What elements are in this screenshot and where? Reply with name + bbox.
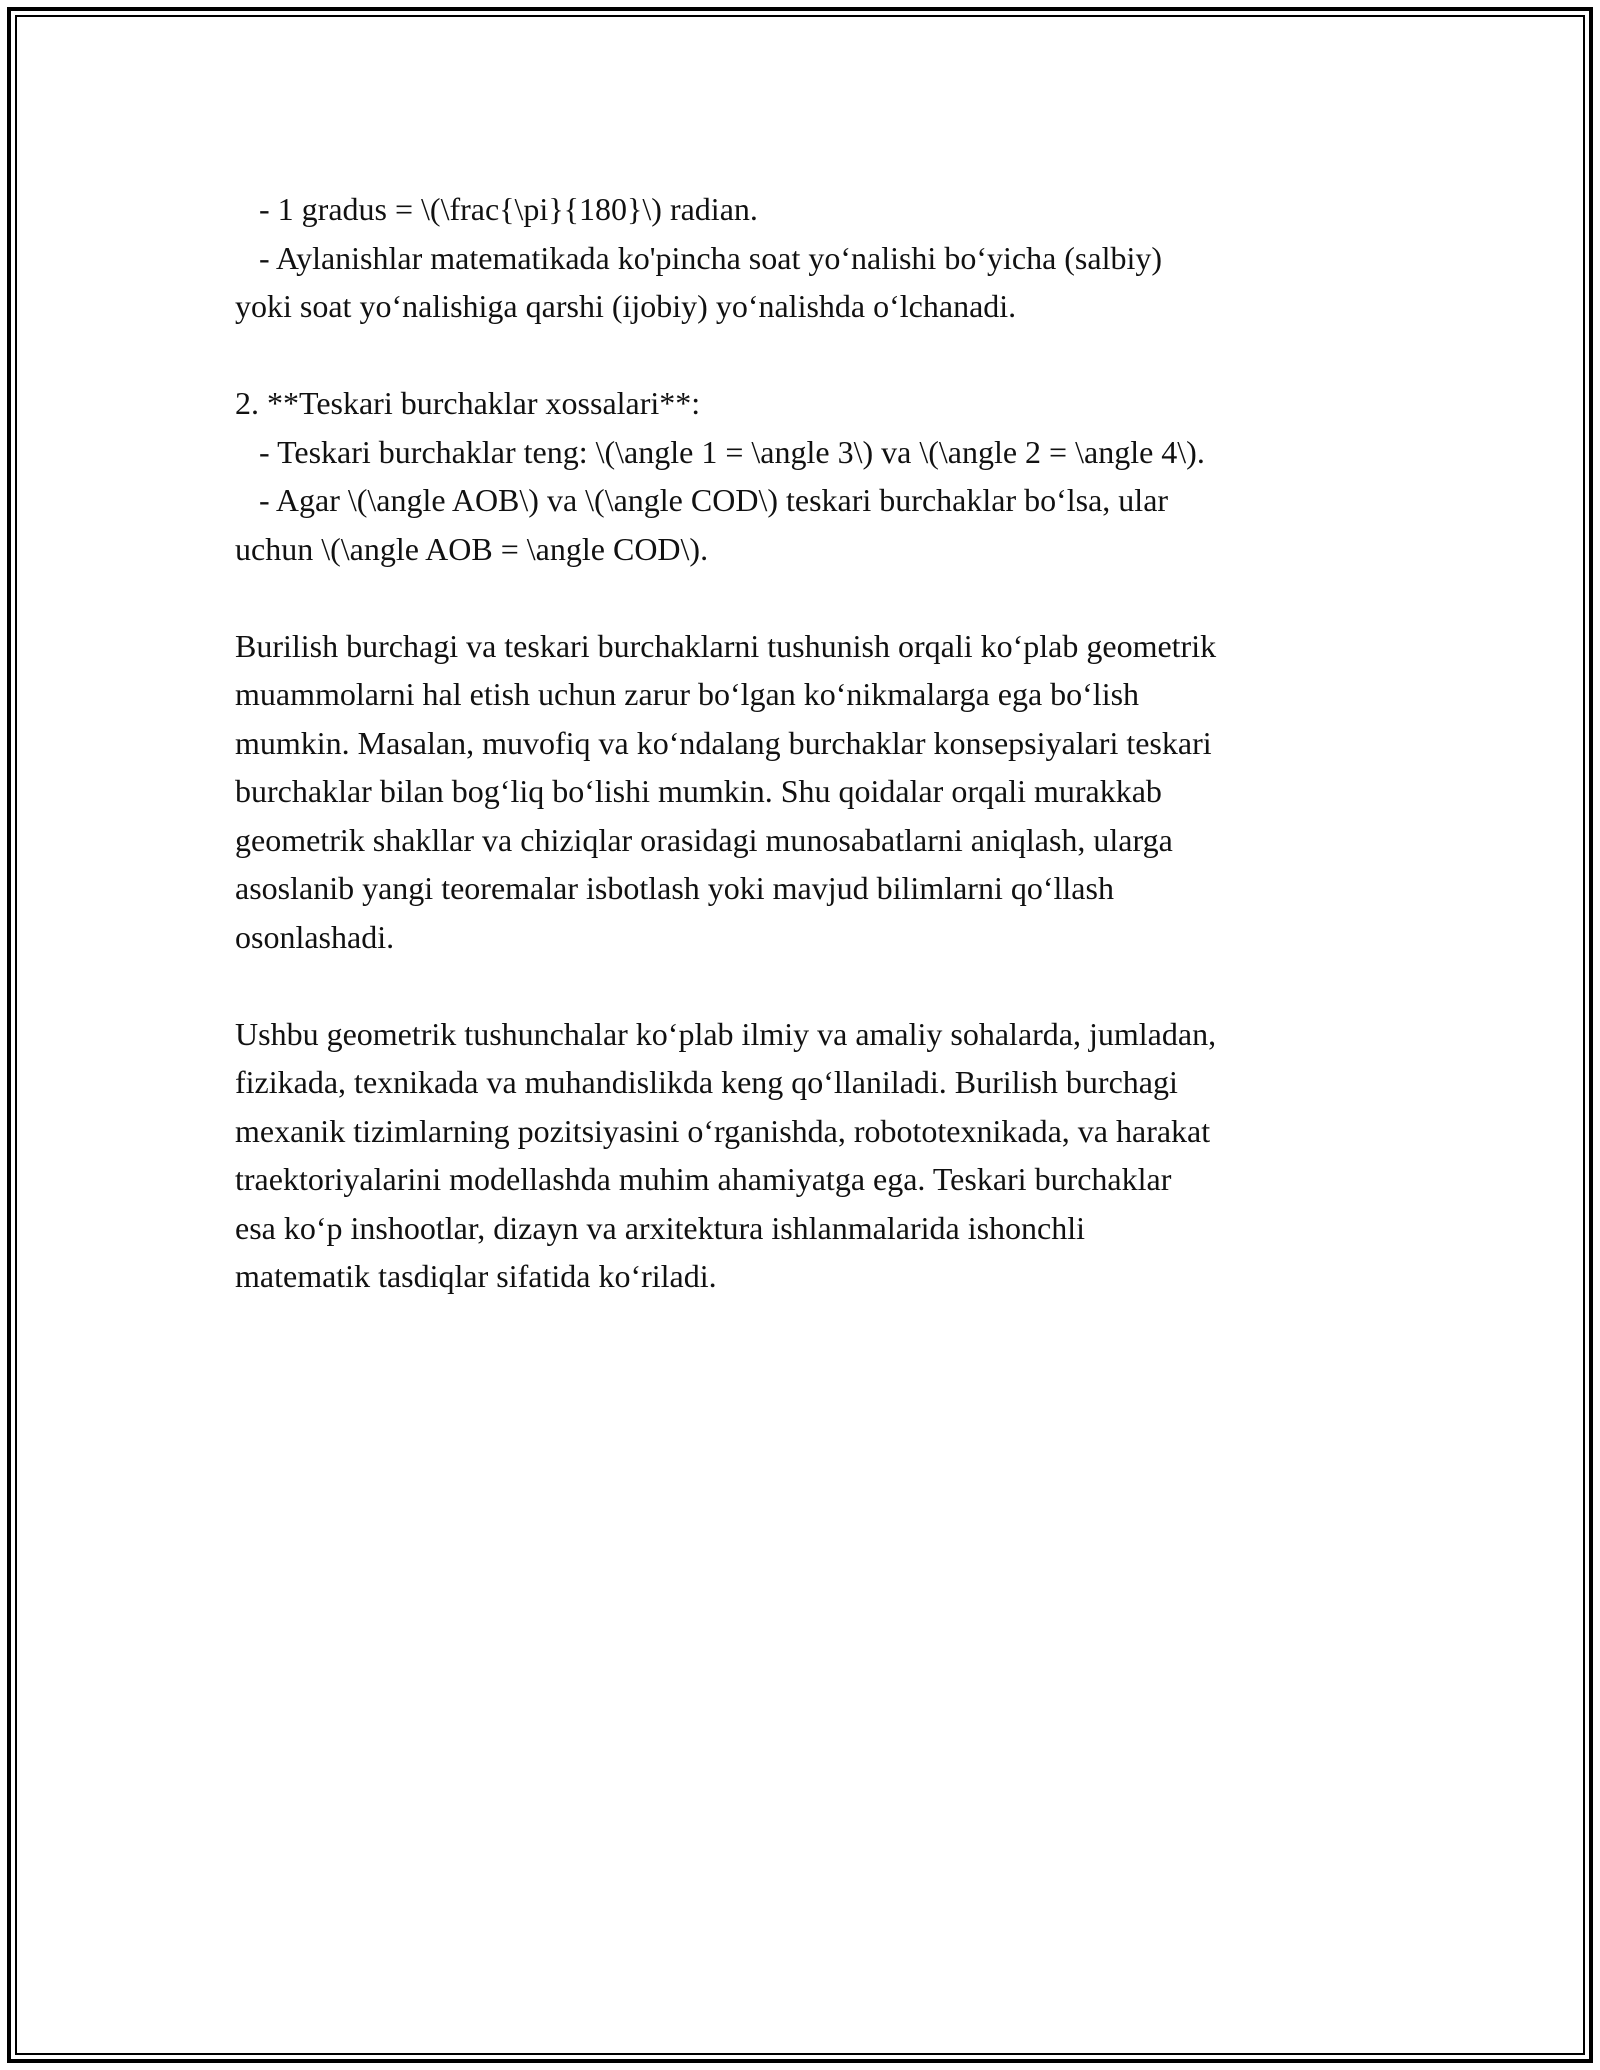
text-line: yoki soat yo‘nalishiga qarshi (ijobiy) yo‘nalishda o‘lchanadi. [235,288,1017,324]
document-body [235,185,1365,1301]
paragraph-gap [235,573,1365,622]
text-line: mexanik tizimlarning pozitsiyasini o‘rganishda, robototexnikada, va harakat [235,1112,1211,1149]
text-line: - Aylanishlar matematikada ko'pincha soat yo‘nalishi bo‘yicha (salbiy) [235,239,1163,276]
text-line: burchaklar bilan bog‘liq bo‘lishi mumkin. Shu qoidalar orqali murakkab [235,773,1162,809]
text-line: asoslanib yangi teoremalar isbotlash yoki mavjud bilimlarni qo‘llash [235,870,1114,906]
text-line: matematik tasdiqlar sifatida ko‘riladi. [235,1258,717,1294]
paragraph-applications-science [235,1010,1365,1301]
text-line: mumkin. Masalan, muvofiq va ko‘ndalang burchaklar konsepsiyalari teskari [235,724,1212,761]
text-line: muammolarni hal etish uchun zarur bo‘lgan ko‘nikmalarga ega bo‘lish [235,676,1140,712]
section-heading: 2. **Teskari burchaklar xossalari**: [235,385,701,421]
list-section-conversion [235,185,1365,331]
text-line: - 1 gradus = \(\frac{\pi}{180}\) radian. [235,191,758,227]
text-line: Burilish burchagi va teskari burchaklarni tushunish orqali ko‘plab geometrik [235,627,1217,664]
list-section-vertical-angles [235,379,1365,573]
text-line: geometrik shakllar va chiziqlar orasidagi munosabatlarni aniqlash, ularga [235,821,1173,858]
text-line: esa ko‘p inshootlar, dizayn va arxitektura ishlanmalarida ishonchli [235,1209,1086,1246]
paragraph-gap [235,331,1365,380]
text-line: traektoriyalarini modellashda muhim ahamiyatga ega. Teskari burchaklar [235,1161,1172,1197]
text-line: - Agar \(\angle AOB\) va \(\angle COD\) teskari burchaklar bo‘lsa, ular [235,482,1169,518]
paragraph-gap [235,961,1365,1010]
text-line: uchun \(\angle AOB = \angle COD\). [235,530,709,567]
paragraph-applications-geometry [235,622,1365,962]
text-line: - Teskari burchaklar teng: \(\angle 1 = \angle 3\) va \(\angle 2 = \angle 4\). [235,433,1205,470]
text-line: osonlashadi. [235,918,395,955]
text-line: Ushbu geometrik tushunchalar ko‘plab ilmiy va amaliy sohalarda, jumladan, [235,1015,1217,1052]
text-line: fizikada, texnikada va muhandislikda keng qo‘llaniladi. Burilish burchagi [235,1064,1178,1100]
